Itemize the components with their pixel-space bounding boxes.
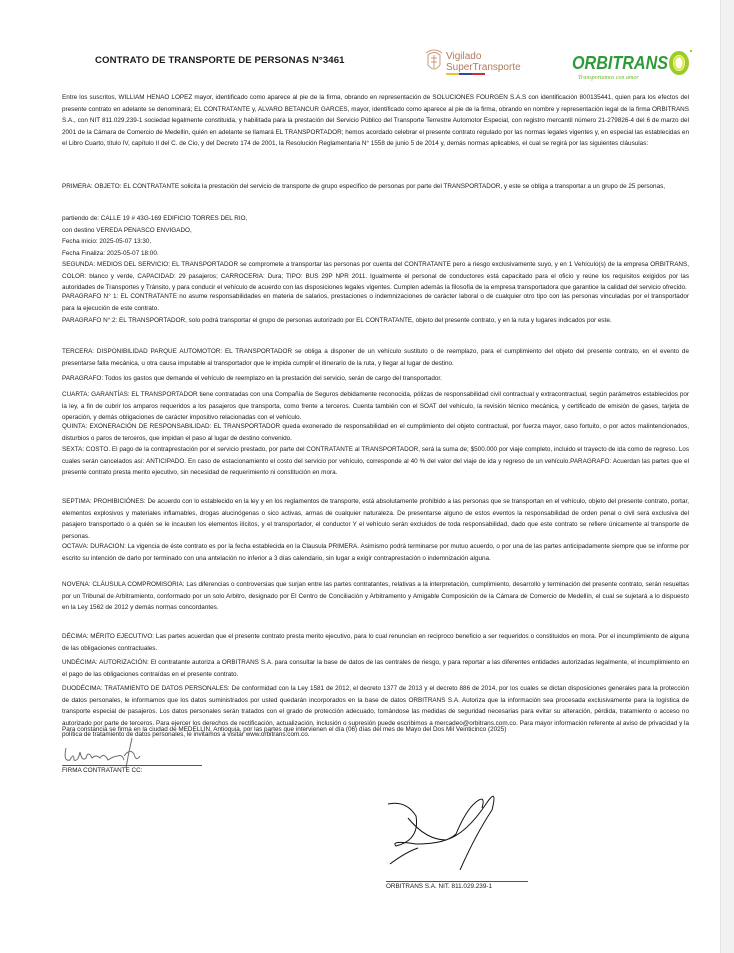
contratante-signature-line xyxy=(62,765,202,766)
intro-paragraph: Entre los suscritos, WILLIAM HENAO LOPEZ mayor, identificado como aparece al pie de la firma, obrando en representación de SOLUCIONES FOURGEN S.A.S con identificación 800135441, quien para los efectos del presente contrato en adelante se denominará; EL CONTRATANTE y, ALVARO BETANCUR GARCES, mayor, identificado como aparece al pie de la firma, obrando en nombre y representación legal de la firma ORBITRANS S.A., con NIT 811.029.239-1 sociedad legalmente constituida, y habilitada para la prestación del Servicio Público del Transporte Terrestre Automotor Especial, con registro mercantil número 21-279826-4 del 6 de marzo del 2001 de la Cámara de Comercio de Medellín, quién en adelante se llamará EL TRANSPORTADOR; hemos acordado celebrar el presente contrato regulado por las normas legales vigentes y, en especial las establecidas en el Libro Cuarto, título IV, capítulo II del C. de Cio, y del Decreto 174 de 2001, la Resolución Reglamentaria N° 1558 de junio 5 de 2014 y, demás normas aplicables, el cual se regirá por las siguientes cláusulas: xyxy=(62,94,689,148)
paragrafo-2: PARAGRAFO N° 2: EL TRANSPORTADOR, solo podrá transportar el grupo de personas autorizado por EL CONTRATANTE, objeto del presente contrato, y en la ruta y lugares indicados por este. xyxy=(62,317,612,324)
svg-text:ORBITRANS: ORBITRANS xyxy=(572,53,668,73)
route-start: Fecha inicio: 2025-05-07 13:30, xyxy=(62,238,152,246)
page-edge xyxy=(720,0,734,953)
svg-text:Transportamos con amor: Transportamos con amor xyxy=(578,75,639,81)
clause-quinta: QUINTA: EXONERACIÓN DE RESPONSABILIDAD: EL TRANSPORTADOR queda exonerado de responsabilidad en el cumplimiento del objeto contractual, por fuerza mayor, caso fortuito, o por actos malintencionados, disturbios o paros de terceros, que impidan el paso al lugar de destino convenido. xyxy=(62,423,689,442)
route-details xyxy=(62,213,689,259)
clause-cuarta: CUARTA: GARANTÍAS: EL TRANSPORTADOR tiene contratadas con una Compañía de Seguros debidamente reconocida, pólizas de responsabilidad civil contractual y extracontractual, según parámetros establecidos por la ley, a fin de cubrir los amparos requeridos a los pasajeros que transporta, como frente a terceros. Cuenta también con el SOAT del vehículo, la revisión técnico mecánica, y certificado de emisión de gases, tarjeta de operación, y demás obligaciones de carácter impositivo relacionadas con el vehículo. xyxy=(62,391,689,422)
clause-sexta: SEXTA: COSTO. El pago de la contraprestación por el servicio prestado, por parte del CONTRATANTE al TRANSPORTADOR, será la suma de; $500.000 por viaje completo, incluido el trayecto de ida como de regreso. Los cuales serán cancelados así: ANTICIPADO. En caso de estacionamiento el costo del servicio por vehículo, corresponde al 40 % del valor del viaje de ida y regreso de un vehículo.PARAGRAFO: Acuerdan las partes que el presente contrato presta merito ejecutivo, sin necesidad de requerimiento ni constitución en mora. xyxy=(62,446,689,477)
clause-undecima: UNDÉCIMA: AUTORIZACIÓN: El contratante autoriza a ORBITRANS S.A. para consultar la base de datos de las centrales de riesgo, y para reportar a las diferentes entidades autorizadas legalmente, el incumplimiento en el pago de las obligaciones contraídas en el presente contrato. xyxy=(62,659,689,678)
paragrafo-1: PARAGRAFO N° 1: EL CONTRATANTE no asume responsabilidades en materia de salarios, prestaciones o indemnizaciones de carácter laboral o de cualquier otro tipo con las personas vinculadas por el transportador para la ejecución de este contrato. xyxy=(62,293,689,312)
route-end: Fecha Finaliza: 2025-05-07 18:00. xyxy=(62,249,159,257)
svg-text:SuperTransporte: SuperTransporte xyxy=(446,62,521,73)
svg-text:Vigilado: Vigilado xyxy=(446,51,482,62)
clause-segunda: SEGUNDA: MEDIOS DEL SERVICIO: EL TRANSPORTADOR se compromete a transportar las personas por cuenta del CONTRATANTE pero a riesgo exclusivamente suyo, y en 1 Vehículo(s) de la empresa ORBITRANS, COLOR: blanco y verde, CAPACIDAD: 29 pasajeros; CARROCERIA: Dura; TIPO: BUS 29P NPR 2011. Igualmente el personal de conductores está capacitado para el oficio y reúne los requisitos exigidos por las autoridades de Transportes y Tránsito, y para conducir el vehículo de acuerdo con las disposiciones legales vigentes. Cumplen además la filosofía de la empresa transportadora que garantice la calidad del servicio ofrecido. xyxy=(62,261,689,292)
clause-septima: SEPTIMA: PROHIBICIÓNES: De acuerdo con lo establecido en la ley y en los reglamentos de transporte, está absolutamente prohibido a las personas que se transportan en el vehículo, objeto del presente contrato, portar, elementos explosivos y materiales inflamables, drogas alucinógenas o sico activas, armas de cualquier naturaleza. De presentarse alguno de estos eventos la responsabilidad de orden penal o civil será exclusiva del pasajero transportado o a quién se le incauten los elementos ilícitos, y el transportador, el conductor Y el vehículo serán excluidos de toda responsabilidad, dado que este contrato se refiere únicamente al transporte de personas. xyxy=(62,498,689,540)
clause-tercera: TERCERA: DISPONIBILIDAD PARQUE AUTOMOTOR: EL TRANSPORTADOR se obliga a disponer de un vehículo sustituto o de reemplazo, para el cumplimiento del objeto del presente contrato, en el evento de presentarse falla mecánica, u otra causa imputable al transportador que le impida cumplir el itinerario de la ruta, y llegar al lugar de destino. xyxy=(62,348,689,367)
clause-octava: OCTAVA: DURACION: La vigencia de éste contrato es por la fecha establecida en la Clausula PRIMERA. Asimismo podrá terminarse por mutuo acuerdo, o por una de las partes anticipadamente siempre que se informe por escrito su intención de darlo por terminado con una antelación no inferior a 3 días calendario, sin lugar a exigir contraprestación o indemnización alguna. xyxy=(62,543,689,562)
contratante-signature-label: FIRMA CONTRATANTE CC: xyxy=(62,767,143,774)
orbitrans-logo xyxy=(572,47,697,83)
document-title: CONTRATO DE TRANSPORTE DE PERSONAS N°3461 xyxy=(95,55,345,66)
clause-novena: NOVENA: CLÁUSULA COMPROMISORIA: Las diferencias o controversias que surjan entre las partes contratantes, relativas a la interpretación, cumplimiento, desarrollo y terminación del presente contrato, serán resueltas por un Tribunal de Arbitramiento, conformado por un solo Arbitro, designado por El Centro de Conciliación y Arbitramento y Amigable Composición de la Cámara de Comercio de Medellín, el cual se sujetará a lo dispuesto en la Ley 1562 de 2012 y demás normas concordantes. xyxy=(62,581,689,612)
clause-primera: PRIMERA: OBJETO: EL CONTRATANTE solicita la prestación del servicio de transporte de grupo específico de personas por parte del TRANSPORTADOR, y este se obliga a transportar a un grupo de 25 personas, xyxy=(62,183,666,190)
route-destination: con destino VEREDA PENASCO ENVIGADO, xyxy=(62,226,192,234)
transportador-signature xyxy=(386,790,526,870)
colombia-shield-icon xyxy=(424,47,534,79)
transportador-signature-line xyxy=(386,881,528,882)
clause-duodecima: DUODÉCIMA: TRATAMIENTO DE DATOS PERSONALES: De conformidad con la Ley 1581 de 2012, el decreto 1377 de 2013 y el decreto 886 de 2014, por los cuales se dictan disposiciones generales para la protección de datos personales, le informamos que los datos suministrados por usted quedarán incorporados en la base de datos ORBITRANS S.A. Autoriza que la información sea procesada exclusivamente para la logística de transporte especial de pasajeros. Los datos personales serán tratados con el grado de protección adecuado, tomándose las medidas de seguridad necesarias para evitar su alteración, pérdida, tratamiento o acceso no autorizado por parte de terceros. Para ejercer los derechos de rectificación, actualización, inclusión o supresión puede escribimos a mercadeo@orbitrans.com.co. Para mayor información referente al aviso de privacidad y la política de tratamiento de datos personales, le invitamos a visitar www.orbitrans.com.co. xyxy=(62,685,689,739)
paragrafo-reemplazo: PARAGRAFO: Todos los gastos que demande el vehículo de reemplazo en la prestación del servicio, serán de cargo del transportador. xyxy=(62,375,442,382)
clause-decima: DÉCIMA: MÉRITO EJECUTIVO: Las partes acuerdan que el presente contrato presta merito ejecutivo, para lo cual renuncian en reciproco beneficio a ser requeridos o constituidos en mora. Por el incumplimiento de alguna de las obligaciones contractuales. xyxy=(62,633,689,652)
signing-statement: Para constancia se firma en la ciudad de MEDELLIN, Antioquia, por las partes que intervienen el día (06) días del mes de Mayo del Dos Mil Veinticinco (2025) xyxy=(62,726,507,733)
supertransporte-logo xyxy=(424,47,534,79)
route-origin: partiendo de: CALLE 19 # 43G-169 EDIFICIO TORRES DEL RIO, xyxy=(62,215,248,222)
transportador-signature-label: ORBITRANS S.A. NIT. 811.029.239-1 xyxy=(386,883,493,890)
